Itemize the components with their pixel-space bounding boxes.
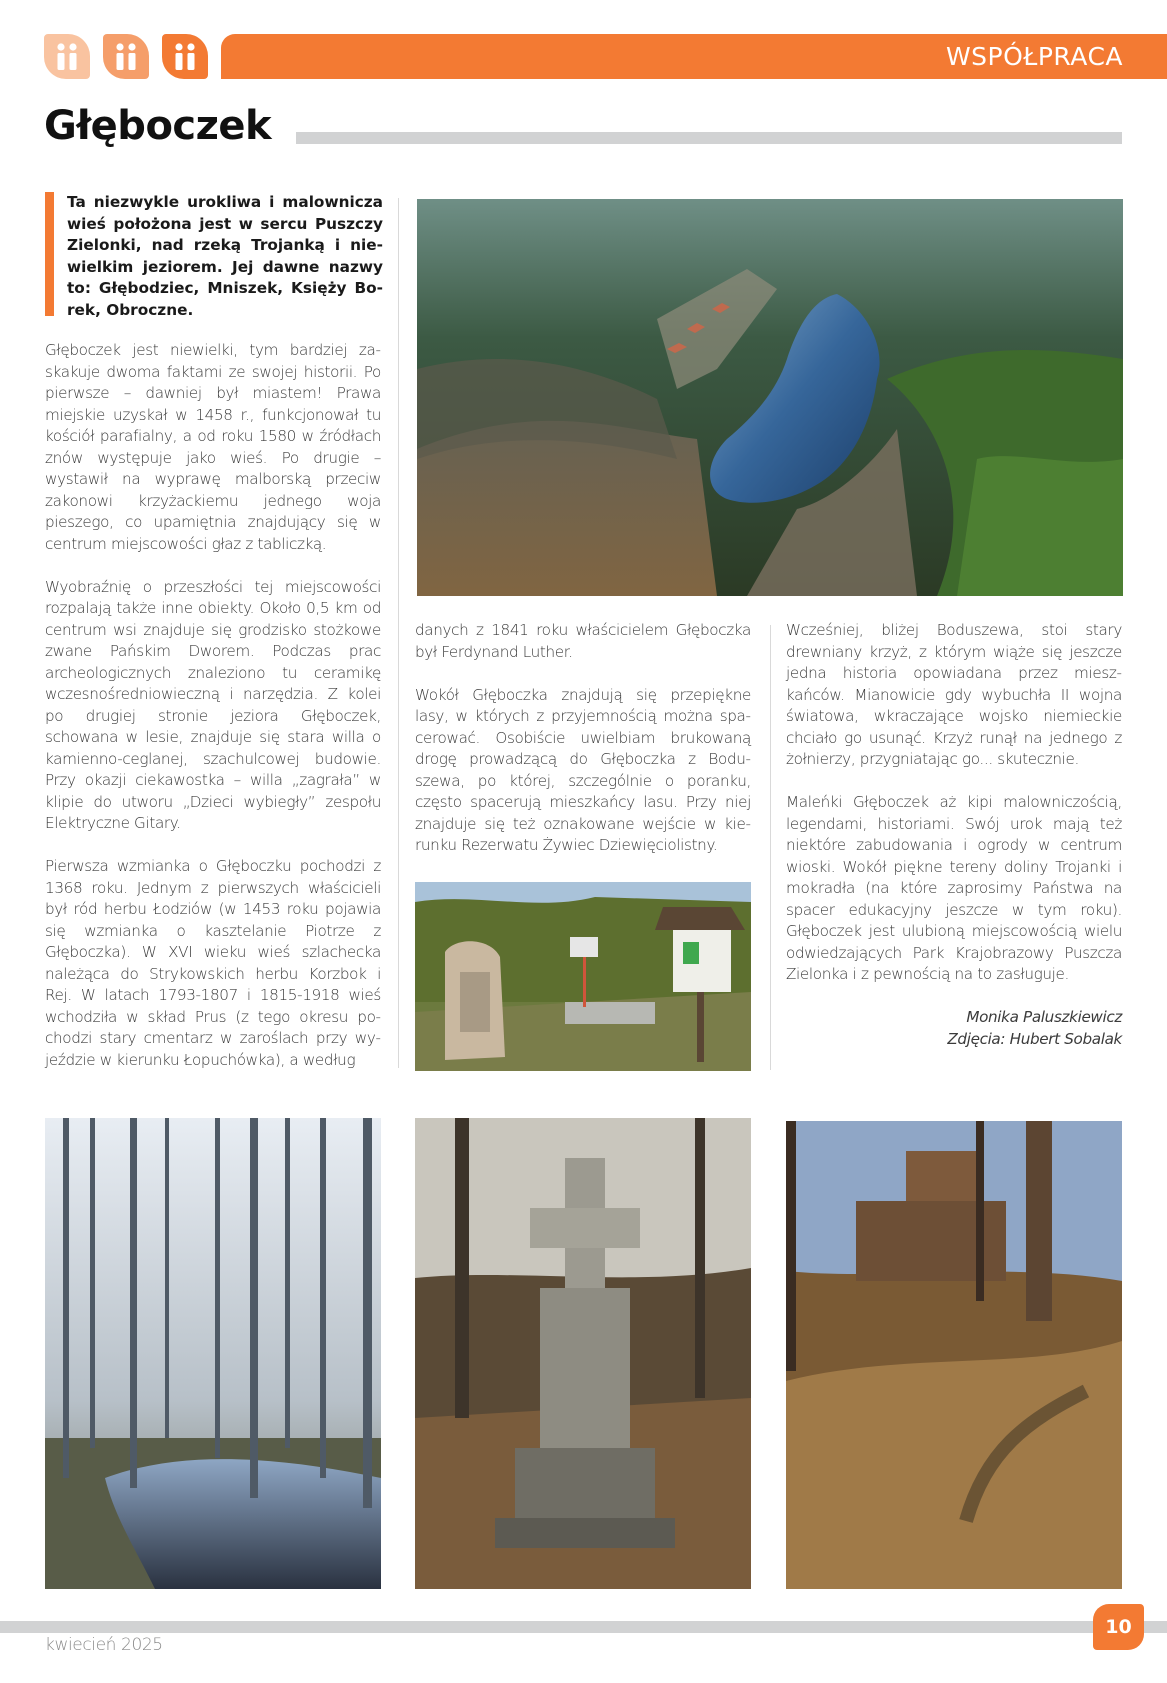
people-icon [173, 43, 197, 70]
paragraph: Wcześniej, bliżej Boduszewa, stoi stary drewniany krzyż, z którym wiąże się jeszcze jedna historia opowiadana przez mieszkańców. Mianowicie gdy wybuchła II wojna światowa, wkraczające wojsko niemieckie chciało go usunąć. Krzyż runął na jednego z żołnierzy, przygniatając go... skutecznie. [786, 621, 1122, 768]
column-1 [45, 340, 381, 1071]
logo-tile-medium [103, 34, 149, 79]
footer-rule [0, 1621, 1167, 1633]
title-rule [296, 132, 1122, 144]
issue-date: kwiecień 2025 [45, 1635, 163, 1655]
column-2 [415, 620, 751, 857]
old-villa-photo [786, 1121, 1122, 1589]
paragraph: Głęboczek jest niewielki, tym bardziej zaskakuje dwoma faktami ze swojej historii. Po pierwsze – dawniej był miastem! Prawa miejskie uzyskał w 1458 r., funkcjonował tu kościół parafialny, a od roku 1580 w źródłach znów występuje jako wieś. Po drugie – wystawił na wyprawę malborską przeciw zakonowi krzyżackiemu jednego woja pieszego, co upamiętnia znajdujący się w centrum miejscowości głaz z tabliczką. [45, 341, 381, 553]
author-name: Monika Paluszkiewicz [966, 1008, 1122, 1026]
paragraph: Wokół Głęboczka znajdują się przepiękne lasy, w których z przyjemnością można spacerować. Osobiście uwielbiam brukowaną drogę prowadzącą do Głęboczka z Boduszewa, po której, szczególnie o poranku, często spacerują mieszkańcy lasu. Przy niej znajduje się też oznakowane wejście w kierunku Rezerwatu Żywiec Dziewięciolistny. [415, 685, 751, 854]
grave-cross-photo [415, 1118, 751, 1589]
lead-accent-bar [45, 192, 54, 316]
column-divider [770, 625, 771, 1070]
column-divider [398, 198, 399, 1068]
page-number: 10 [1093, 1604, 1144, 1650]
paragraph: Wyobraźnię o przeszłości tej miejscowości rozpalają także inne obiekty. Około 0,5 km od centrum wsi znajduje się grodzisko stożkowe zwane Pańskim Dworem. Podczas prac archeologicznych znaleziono tu ceramikę wczesnośredniowieczną i narzędzia. Z kolei po drugiej stronie jeziora Głęboczek, schowana w lesie, znajduje się stara willa o kamienno-ceglanej, szachulcowej budowie. Przy okazji ciekawostka – willa „zagrała” w klipie do utworu „Dzieci wybiegły” zespołu Elektryczne Gitary. [45, 577, 381, 832]
people-icon [114, 43, 138, 70]
memorial-stone-photo [415, 882, 751, 1071]
forest-stream-photo [45, 1118, 381, 1589]
section-header-bar [221, 34, 1167, 79]
logo-tile-light [44, 34, 90, 79]
aerial-lake-photo [417, 199, 1123, 596]
paragraph: danych z 1841 roku właścicielem Głęboczka był Ferdynand Luther. [415, 621, 751, 661]
column-3 [786, 620, 1122, 1050]
logo-tile-dark [162, 34, 208, 79]
article-lead [45, 192, 383, 321]
lead-text: Ta niezwykle urokliwa i malownicza wieś położona jest w sercu Puszczy Zielonki, nad rzeką Trojanką i niewielkim jeziorem. Jej dawne nazwy to: Głębodziec, Mniszek, Księży Borek, Obroczne. [67, 193, 383, 319]
photo-credit: Zdjęcia: Hubert Sobalak [947, 1029, 1122, 1048]
section-label: WSPÓŁPRACA [945, 42, 1123, 71]
people-icon [55, 43, 79, 70]
article-title: Głęboczek [44, 103, 272, 149]
paragraph: Pierwsza wzmianka o Głęboczku pochodzi z 1368 roku. Jednym z pierwszych właścicieli był ród herbu Łodziów (w 1453 roku pojawia się wzmianka o kasztelanie Piotrze z Głęboczka). W XVI wieku wieś szlachecka należąca do Strykowskich herbu Korzbok i Rej. W latach 1793-1807 i 1815-1918 wieś wchodziła w skład Prus (z tego okresu pochodzi stary cmentarz w zaroślach przy wyjeździe w kierunku Łopuchówka), a według [45, 857, 381, 1069]
paragraph: Maleńki Głęboczek aż kipi malowniczością, legendami, historiami. Swój urok mają też niektóre zabudowania i ogrody w centrum wioski. Wokół piękne tereny doliny Trojanki i mokradła (na które zaprosimy Państwa na spacer edukacyjny jeszcze w tym roku). Głęboczek jest ulubioną miejscowością wielu odwiedzających Park Krajobrazowy Puszcza Zielonka i z pewnością na to zasługuje. [786, 793, 1122, 983]
